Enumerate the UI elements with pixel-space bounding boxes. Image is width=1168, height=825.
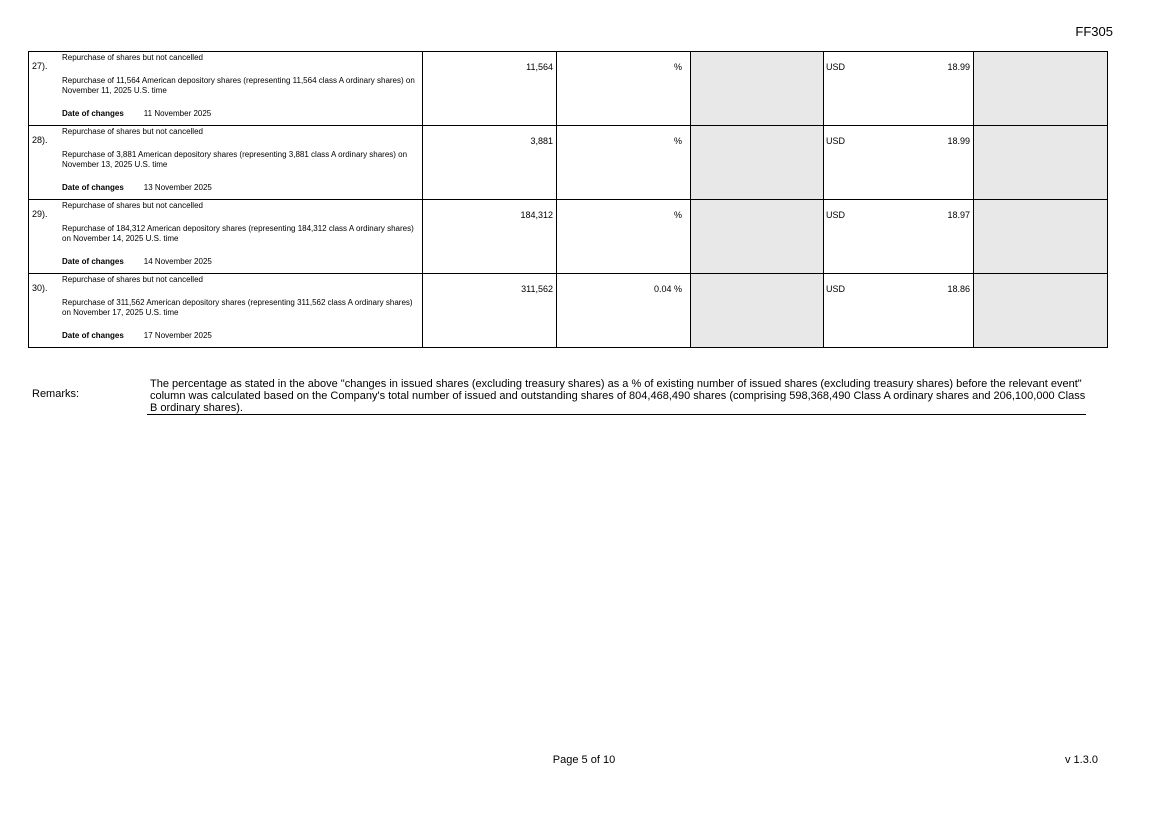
table-row: [29, 52, 1108, 126]
percent-value: %: [673, 62, 682, 72]
shaded-cell: [691, 200, 824, 274]
price-cell: [824, 52, 974, 126]
share-changes-table: [28, 51, 1108, 348]
date-of-changes: [62, 109, 211, 118]
price-cell: [824, 274, 974, 348]
event-description: Repurchase of 184,312 American depository shares (representing 184,312 class A ordinary shares) on November 14, 2025 U.S. time: [62, 224, 414, 243]
percent-value: %: [673, 210, 682, 220]
price-cell: [824, 200, 974, 274]
shares-cell: [423, 274, 557, 348]
shares-value: 11,564: [526, 62, 553, 72]
percent-cell: [557, 52, 691, 126]
percent-cell: [557, 200, 691, 274]
row-number: 27).: [32, 61, 48, 71]
price-value: 18.99: [947, 62, 970, 72]
row-number: 28).: [32, 135, 48, 145]
date-label: Date of changes: [62, 109, 124, 118]
date-label: Date of changes: [62, 183, 124, 192]
date-value: 13 November 2025: [143, 183, 212, 192]
row-number: 30).: [32, 283, 48, 293]
date-label: Date of changes: [62, 257, 124, 266]
date-of-changes: [62, 331, 212, 340]
date-value: 14 November 2025: [143, 257, 212, 266]
currency: USD: [826, 62, 846, 72]
currency: USD: [826, 284, 846, 294]
description-cell: [29, 274, 423, 348]
event-type: Repurchase of shares but not cancelled: [62, 127, 203, 136]
shares-cell: [423, 126, 557, 200]
event-description: Repurchase of 3,881 American depository shares (representing 3,881 class A ordinary shares) on November 13, 2025 U.S. time: [62, 150, 408, 169]
event-type: Repurchase of shares but not cancelled: [62, 275, 203, 284]
percent-cell: [557, 126, 691, 200]
shares-cell: [423, 52, 557, 126]
table-row: [29, 274, 1108, 348]
description-cell: [29, 52, 423, 126]
shares-value: 3,881: [530, 136, 553, 146]
event-description: Repurchase of 11,564 American depository shares (representing 11,564 class A ordinary shares) on November 11, 2025 U.S. time: [62, 76, 415, 95]
form-code: FF305: [1075, 24, 1113, 39]
shares-value: 311,562: [521, 284, 553, 294]
price-value: 18.86: [947, 284, 970, 294]
event-type: Repurchase of shares but not cancelled: [62, 53, 203, 62]
shaded-cell: [974, 200, 1108, 274]
shaded-cell: [974, 274, 1108, 348]
date-of-changes: [62, 257, 212, 266]
date-of-changes: [62, 183, 212, 192]
price-cell: [824, 126, 974, 200]
remarks-text: The percentage as stated in the above "changes in issued shares (excluding treasury shares) as a % of existing number of issued shares (excluding treasury shares) before the relevant event" column was calculated based on the Company's total number of issued and outstanding shares of 804,468,490 shares (comprising 598,368,490 Class A ordinary shares and 206,100,000 Class B ordinary shares).: [147, 378, 1086, 415]
price-value: 18.97: [947, 210, 970, 220]
shaded-cell: [974, 126, 1108, 200]
percent-value: 0.04 %: [653, 284, 682, 294]
shaded-cell: [691, 274, 824, 348]
date-value: 17 November 2025: [143, 331, 212, 340]
currency: USD: [826, 210, 846, 220]
table-row: [29, 200, 1108, 274]
description-cell: [29, 200, 423, 274]
shares-value: 184,312: [520, 210, 553, 220]
percent-cell: [557, 274, 691, 348]
date-value: 11 November 2025: [143, 109, 212, 118]
date-label: Date of changes: [62, 331, 124, 340]
remarks-label: Remarks:: [32, 388, 80, 400]
event-type: Repurchase of shares but not cancelled: [62, 201, 203, 210]
price-value: 18.99: [947, 136, 970, 146]
page-number: Page 5 of 10: [552, 754, 616, 766]
percent-value: %: [673, 136, 682, 146]
version-label: v 1.3.0: [1064, 754, 1098, 766]
shaded-cell: [974, 52, 1108, 126]
event-description: Repurchase of 311,562 American depository shares (representing 311,562 class A ordinary shares) on November 17, 2025 U.S. time: [62, 298, 413, 317]
table-row: [29, 126, 1108, 200]
shaded-cell: [691, 126, 824, 200]
row-number: 29).: [32, 209, 48, 219]
shares-cell: [423, 200, 557, 274]
shaded-cell: [691, 52, 824, 126]
description-cell: [29, 126, 423, 200]
currency: USD: [826, 136, 846, 146]
